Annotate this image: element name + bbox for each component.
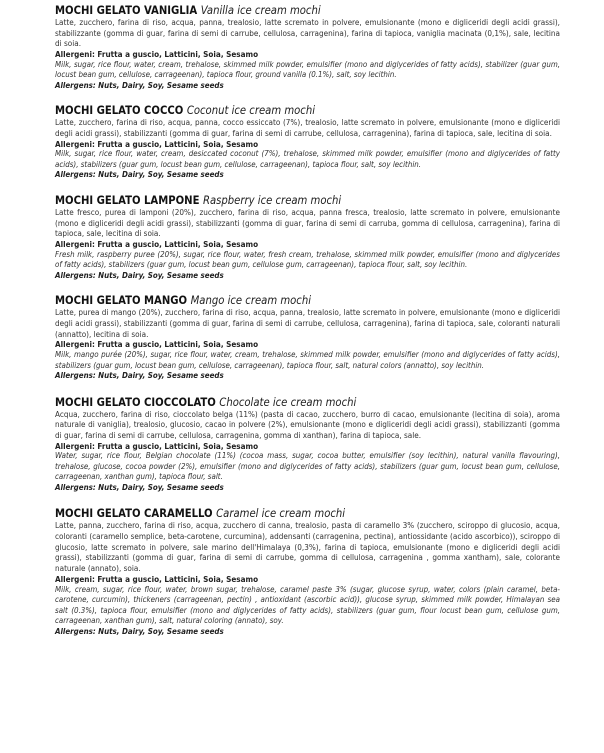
product-title — [55, 396, 560, 409]
product-title — [55, 4, 560, 17]
product-name: MOCHI GELATO COCCO — [55, 104, 184, 118]
product-english-name: Raspberry ice cream mochi — [203, 193, 342, 207]
allergens-italian: Allergeni: Frutta a guscio, Latticini, Soia, Sesamo — [55, 573, 259, 584]
ingredients-english: Milk, mango purée (20%), sugar, rice flour, water, cream, trehalose, skimmed milk powder, emulsifier (mono and diglycerides of fatty acids), stabilizers (guar gum, locust bean gum, cellulose, carrageenan), tapioca flour, salt, natural colors (annatto), soy lecithin. — [55, 350, 560, 370]
ingredients-english: Milk, sugar, rice flour, water, cream, trehalose, skimmed milk powder, emulsifier (mono and diglycerides of fatty acids), stabilizer (guar gum, locust bean gum, cellulose, carrageenan), tapioca flour, ground vanilla (0.1%), salt, soy lecithin. — [55, 59, 560, 80]
ingredients-italian: Latte, zucchero, farina di riso, acqua, panna, cocco essiccato (7%), trealosio, latte scremato in polvere, emulsionante (mono e digliceridi degli acidi grassi), stabilizzanti (gomma di guar, farina di semi di carrube, cellulosa, carragenina), farina di tapioca, sale, lecitina di soia. — [55, 117, 560, 139]
allergens-english: Allergens: Nuts, Dairy, Soy, Sesame seeds — [55, 371, 224, 381]
allergens-english: Allergens: Nuts, Dairy, Soy, Sesame seeds — [55, 270, 224, 280]
product-name: MOCHI GELATO LAMPONE — [55, 193, 200, 207]
allergens-italian: Allergeni: Frutta a guscio, Latticini, Soia, Sesamo — [55, 138, 259, 149]
allergens-english: Allergens: Nuts, Dairy, Soy, Sesame seeds — [55, 626, 224, 636]
ingredients-english: Milk, sugar, rice flour, water, cream, desiccated coconut (7%), trehalose, skimmed milk powder, emulsifier (mono and diglycerides of fatty acids), stabilizers (guar gum, locust bean gum, cellulose, carrageenan), tapioca flour, salt, soy lecithin. — [55, 149, 560, 169]
product-section-cioccolato — [55, 396, 560, 494]
allergens-italian: Allergeni: Frutta a guscio, Latticini, Soia, Sesamo — [55, 49, 259, 60]
ingredients-italian: Latte, zucchero, farina di riso, acqua, panna, trealosio, latte scremato in polvere, emulsionante (mono e digliceridi degli acidi grassi), stabilizzante (gomma di guar, farina di semi di carrube, cellulosa, carragenina), farina di tapioca, vaniglia macinata (0,1%), sale, lecitina di soia. — [55, 17, 560, 49]
product-english-name: Coconut ice cream mochi — [186, 104, 316, 118]
ingredients-english: Milk, cream, sugar, rice flour, water, brown sugar, trehalose, caramel paste 3% (sugar, glucose syrup, water, colors (plain caramel, beta-carotene, curcumin), thickeners (carrageenan, pectin) , antioxidant (ascorbic acid)), glucose syrup, skimmed milk powder, Himalayan sea salt (0.3%), tapioca flour, emulsifier (mono and diglycerides of fatty acids), stabilizers (guar gum, flour locust bean gum, cellulose gum, carrageenan, xanthan gum), salt, natural coloring (annato), soy. — [55, 584, 560, 626]
ingredients-italian: Latte fresco, purea di lamponi (20%), zucchero, farina di riso, acqua, panna fresca, trealosio, latte scremato in polvere, emulsionante (mono e digliceridi degli acidi grassi), stabilizzanti (gomma di guar, farina di semi di carruba, gomma di cellulosa, carragenina), farina di tapioca, sale, lecitina di soia. — [55, 206, 560, 239]
product-name: MOCHI GELATO MANGO — [55, 294, 188, 308]
allergens-italian: Allergeni: Frutta a guscio, Latticini, Soia, Sesamo — [55, 339, 259, 350]
product-name: MOCHI GELATO CARAMELLO — [55, 507, 213, 521]
product-title — [55, 104, 560, 117]
ingredients-italian: Acqua, zucchero, farina di riso, cioccolato belga (11%) (pasta di cacao, zucchero, burro di cacao, emulsionante (lecitina di soia), aroma naturale di vaniglia), trealosio, glucosio, cacao in polvere (2%), emulsionante (mono e digliceridi degli acidi grassi), stabilizzanti (gomma di guar, farina di semi di carrube, cellulosa, carragenina, gomma di xanthan), farina di tapioca, sale. — [55, 408, 560, 440]
product-english-name: Mango ice cream mochi — [190, 294, 311, 308]
product-title — [55, 194, 560, 207]
allergens-english: Allergens: Nuts, Dairy, Soy, Sesame seeds — [55, 170, 224, 180]
product-section-caramello — [55, 507, 560, 637]
allergens-english: Allergens: Nuts, Dairy, Soy, Sesame seeds — [55, 80, 224, 90]
allergens-italian: Allergeni: Frutta a guscio, Latticini, Soia, Sesamo — [55, 440, 259, 451]
ingredients-italian: Latte, purea di mango (20%), zucchero, farina di riso, acqua, panna, trealosio, latte scremato in polvere, emulsionante (mono e digliceridi degli acidi grassi), stabilizzanti (gomma di guar, farina di semi di carrube, cellulosa, carragenina), farina di tapioca, sale, coloranti naturali (annatto), lecitina di soia. — [55, 307, 560, 339]
allergens-english: Allergens: Nuts, Dairy, Soy, Sesame seeds — [55, 482, 224, 492]
product-title — [55, 294, 560, 307]
ingredients-english: Water, sugar, rice flour, Belgian chocolate (11%) (cocoa mass, sugar, cocoa butter, emulsifier (soy lecithin), natural vanilla flavouring), trehalose, glucose, cocoa powder (2%), emulsifier (mono and diglycerides of fatty acids), stabilizers (guar gum, locust bean gum, cellulose, carrageenan, xanthan gum), tapioca flour, salt. — [55, 451, 560, 482]
product-section-cocco — [55, 104, 560, 181]
product-english-name: Vanilla ice cream mochi — [200, 4, 321, 17]
product-english-name: Caramel ice cream mochi — [216, 507, 346, 521]
product-name: MOCHI GELATO VANIGLIA — [55, 4, 198, 17]
product-english-name: Chocolate ice cream mochi — [219, 395, 357, 409]
product-section-lampone — [55, 194, 560, 281]
ingredients-italian: Latte, panna, zucchero, farina di riso, acqua, zucchero di canna, trealosio, pasta di caramello 3% (zucchero, sciroppo di glucosio, acqua, coloranti (caramello semplice, beta-carotene, curcumina), addensanti (carragenina, pectina), antiossidante (acido ascorbico)), sciroppo di glucosio, latte scremato in polvere, sale marino dell'Himalaya (0,3%), farina di tapioca, emulsionante (mono e digliceridi degli acidi grassi), stabilizzanti (gomma di guar, farina di semi di carrube, gomma di cellulosa, carragenina , gomma xantham), sale, colorante naturale (annato), soia. — [55, 520, 560, 574]
product-section-vaniglia — [55, 4, 560, 91]
allergens-italian: Allergeni: Frutta a guscio, Latticini, Soia, Sesamo — [55, 239, 259, 250]
product-title — [55, 507, 560, 520]
product-name: MOCHI GELATO CIOCCOLATO — [55, 395, 216, 409]
ingredients-english: Fresh milk, raspberry puree (20%), sugar, rice flour, water, fresh cream, trehalose, skimmed milk powder, emulsifier (mono and diglycerides of fatty acids), stabilizers (guar gum, locust bean gum, cellulose gum, carrageenan), tapioca flour, salt, soy lecithin. — [55, 249, 560, 270]
product-section-mango — [55, 294, 560, 381]
